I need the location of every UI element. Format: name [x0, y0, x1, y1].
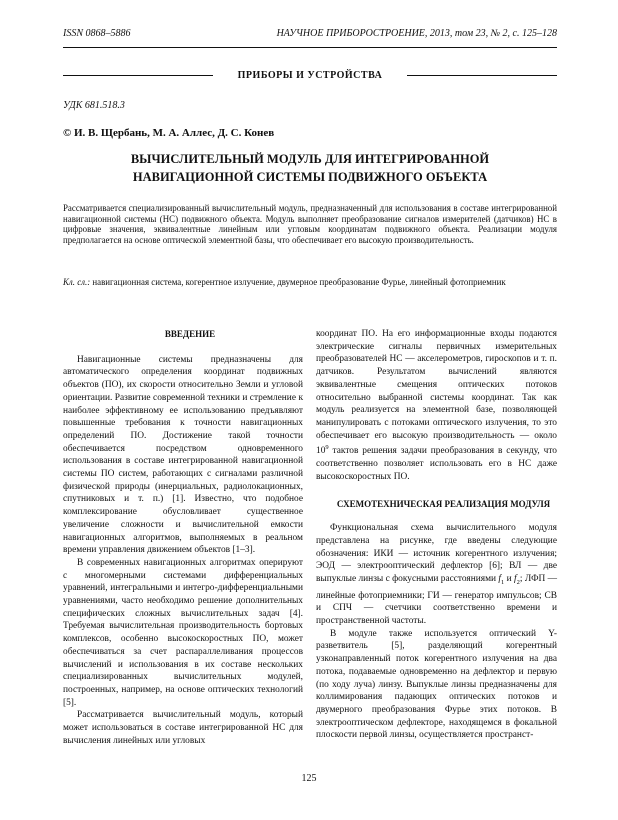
section-heading-schematic: СХЕМОТЕХНИЧЕСКАЯ РЕАЛИЗАЦИЯ МОДУЛЯ — [336, 498, 551, 509]
right-column — [316, 328, 557, 742]
authors: © И. В. Щербань, М. А. Аллес, Д. С. Конев — [63, 127, 275, 139]
running-header — [63, 28, 557, 39]
keywords-label: Кл. сл.: — [63, 277, 91, 287]
paragraph: координат ПО. На его информационные входы подаются электрические сигналы первичных измерительных преобразователей НС — акселерометров, гироскопов и т. п. датчиков. Результатом вычислений являются эквивалентные смещения оптических потоков относительно выбранной системы координат. Так как модуль реализуется на элементной базе, позволяющей манипулировать с потоками оптического излучения, то это обеспечивает его высокую производительность — около $10^9$ тактов решения задачи преобразования в секунду, что соответственно позволяет использовать его в НС даже высокоскоростных ПО. — [316, 329, 557, 482]
left-column — [63, 328, 303, 748]
udk-code: УДК 681.518.3 — [63, 100, 125, 111]
paragraph: В модуле также используется оптический Y-разветвитель [5], разделяющий когерентный узконаправленный поток когерентного излучения на два потока, подаваемые одновременно на дефлектор и первую (по ходу луча) линзу. Выпуклые линзы предназначены для коллимирования падающих оптических потоков и двумерного преобразования Фурье этих потоков. В электрооптическом дефлекторе, находящемся в фокальной плоскости первой линзы, осуществляется пространст- — [316, 628, 557, 741]
title-line-2: НАВИГАЦИОННОЙ СИСТЕМЫ ПОДВИЖНОГО ОБЪЕКТА — [132, 170, 488, 184]
paragraph: В современных навигационных алгоритмах оперируют с многомерными системами дифференциальных уравнений, интегральными и интегро-дифференциальными уравнениями, часто необходимо решение дополнительных специфических сложных вычислительных задач [4]. Требуемая вычислительная производительность бортовых комплексов, особенно высокоскоростных ПО, может обеспечиваться за счет распараллеливания процессов вычислений и использования в их составе нескольких специализированных вычислительных модулей, построенных, например, на основе оптических технологий [5]. — [63, 557, 303, 708]
banner-rule-right — [407, 75, 557, 76]
keywords-text: навигационная система, когерентное излучение, двумерное преобразование Фурье, линейный фотоприемник — [92, 277, 506, 287]
section-banner: ПРИБОРЫ И УСТРОЙСТВА — [63, 70, 557, 81]
keywords — [63, 277, 557, 288]
paper-title — [63, 150, 557, 186]
abstract: Рассматривается специализированный вычислительный модуль, предназначенный для использования в составе интегрированной навигационной системы (НС) подвижного объекта. Модуль выполняет преобразование сигналов измерителей (датчиков) НС в цифровые значения, эквивалентные линейным или угловым координатам подвижного объекта. Реализации модуля предполагается на основе оптической элементной базы, что обеспечивает его высокую производительность. — [63, 203, 557, 245]
paragraph: Рассматривается вычислительный модуль, который может использоваться в составе интегрированной НС для вычисления линейных или угловых — [63, 710, 303, 746]
section-heading-introduction: ВВЕДЕНИЕ — [164, 329, 216, 339]
title-line-1: ВЫЧИСЛИТЕЛЬНЫЙ МОДУЛЬ ДЛЯ ИНТЕГРИРОВАННОЙ — [130, 152, 490, 166]
journal-citation: НАУЧНОЕ ПРИБОРОСТРОЕНИЕ, 2013, том 23, № 2, с. 125–128 — [276, 28, 557, 39]
page-number: 125 — [301, 773, 317, 784]
issn: ISSN 0868–5886 — [63, 28, 131, 39]
header-rule — [63, 47, 557, 48]
paragraph: Навигационные системы предназначены для автоматического определения координат подвижных объектов (ПО), их скорости относительно Земли и угловой ориентации. Развитие современной техники и стремление к наиболее эффективному ее использованию предъявляют повышенные требования к точности навигационных определений ПО. Достижение такой точности обеспечивается посредством одновременного использования в составе интегрированной навигационной системы ПО систем, работающих с сигналами различной физической природы (инерциальных, радиолокационных, спутниковых и т. п.) [1]. Известно, что подобное комплексирование обусловливает существенное увеличение сложности и вычислительной емкости навигационных алгоритмов, выполняемых в реальном времени управления движением объектов [1–3]. — [63, 354, 303, 556]
paragraph: Функциональная схема вычислительного модуля представлена на рисунке, где введены следующие обозначения: ИКИ — источник когерентного излучения; ЭОД — электрооптический дефлектор [6]; ВЛ — две выпуклые линзы с фокусными расстояниями $f_1$ и $f_2$; ЛФП — линейные фотоприемники; ГИ — генератор импульсов; СВ и СПЧ — счетчики соответственно времени и пространственной частоты. — [316, 523, 557, 627]
